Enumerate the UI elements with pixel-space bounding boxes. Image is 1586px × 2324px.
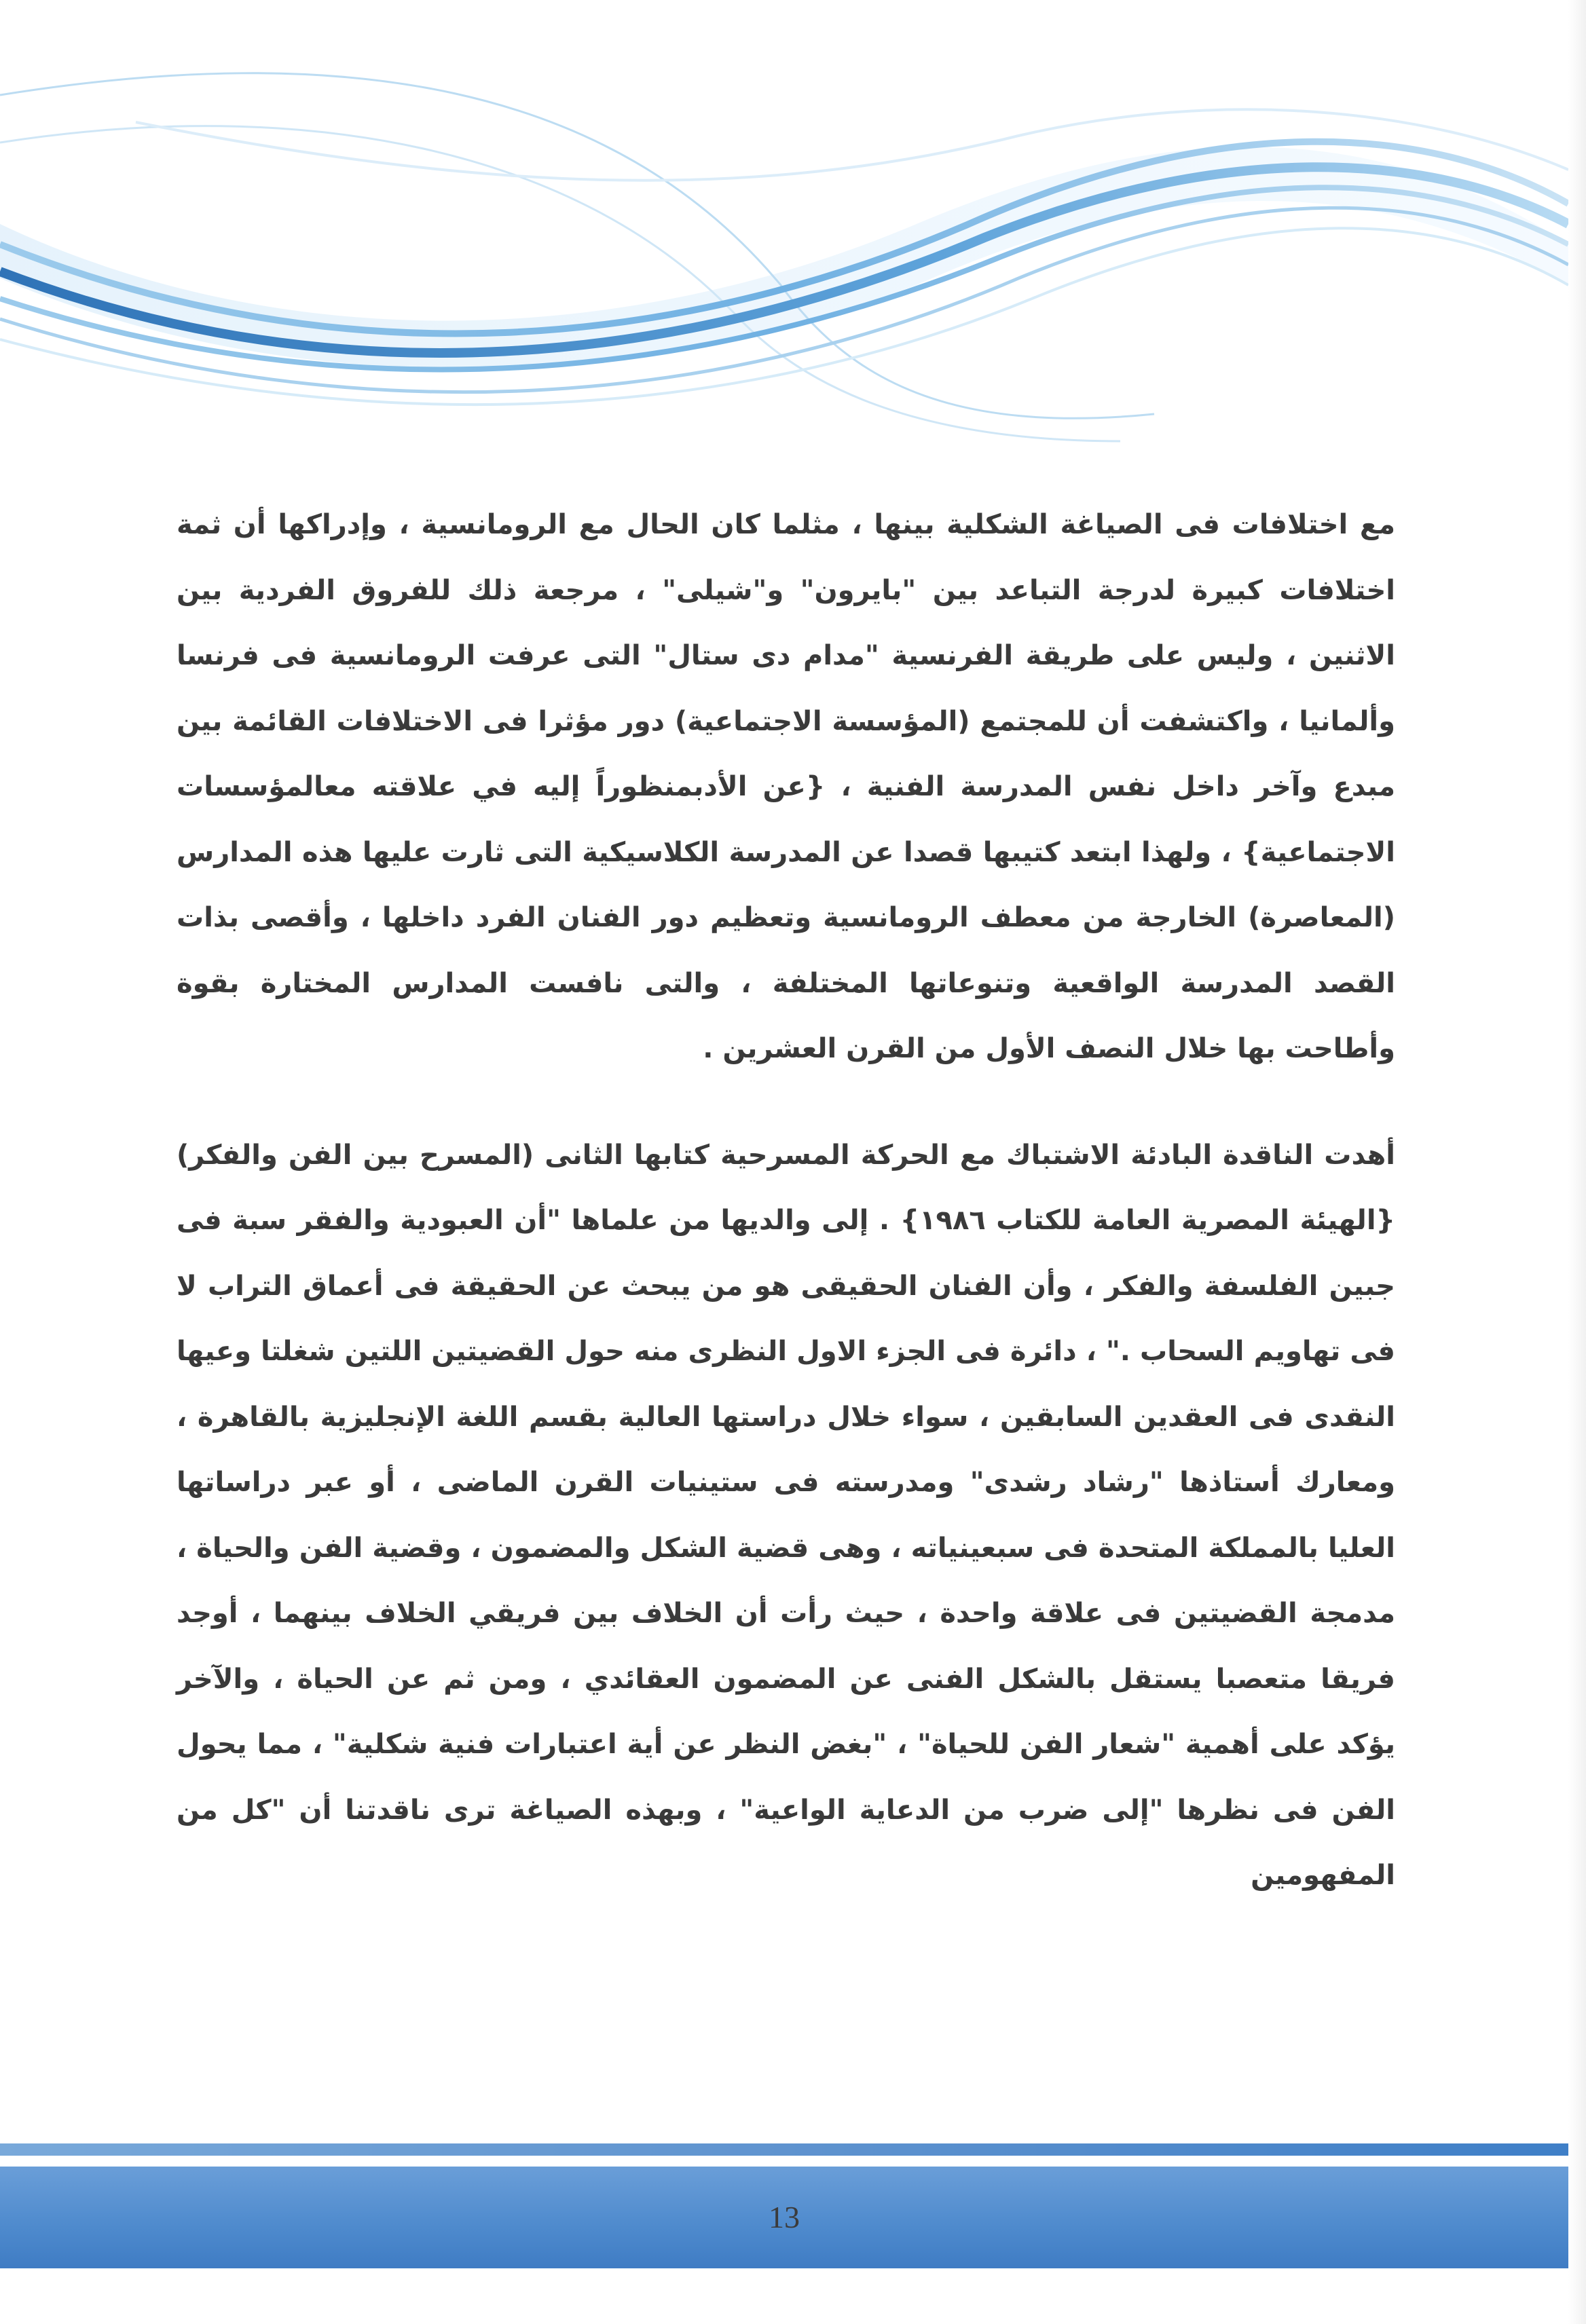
footer-rule bbox=[0, 2143, 1568, 2156]
page-number: 13 bbox=[769, 2200, 800, 2234]
page-edge-shadow bbox=[1568, 0, 1586, 2324]
article-body bbox=[177, 492, 1395, 1909]
wave-line bbox=[0, 126, 1120, 441]
paragraph: مع اختلافات فى الصياغة الشكلية بينها ، مثلما كان الحال مع الرومانسية ، وإدراكها أن ثمة اختلافات كبيرة لدرجة التباعد بين "بايرون" و"شيلى" ، مرجعة ذلك للفروق الفردية بين الاثنين ، وليس على طريقة الفرنسية "مدام دى ستال" التى عرفت الرومانسية فى فرنسا وألمانيا ، واكتشفت أن للمجتمع (المؤسسة الاجتماعية) دور مؤثرا فى الاختلافات القائمة بين مبدع وآخر داخل نفس المدرسة الفنية ، {عن الأدبمنظوراً إليه في علاقته معالمؤسسات الاجتماعية} ، ولهذا ابتعد كتيبها قصدا عن المدرسة الكلاسيكية التى ثارت عليها هذه المدارس (المعاصرة) الخارجة من معطف الرومانسية وتعظيم دور الفنان الفرد داخلها ، وأقصى بذات القصد المدرسة الواقعية وتنوعاتها المختلفة ، والتى نافست المدارس المختارة بقوة وأطاحت بها خلال النصف الأول من القرن العشرين . bbox=[177, 509, 1395, 1064]
decorative-wave-header bbox=[0, 0, 1586, 475]
paragraph: أهدت الناقدة البادئة الاشتباك مع الحركة المسرحية كتابها الثانى (المسرح بين الفن والفكر){الهيئة المصرية العامة للكتاب ١٩٨٦} . إلى والديها من علماها "أن العبودية والفقر سبة فى جبين الفلسفة والفكر ، وأن الفنان الحقيقى هو من يبحث عن الحقيقة فى أعماق التراب لا فى تهاويم السحاب ." ، دائرة فى الجزء الاول النظرى منه حول القضيتين اللتين شغلتا وعيها النقدى فى العقدين السابقين ، سواء خلال دراستها العالية بقسم اللغة الإنجليزية بالقاهرة ، ومعارك أستاذها "رشاد رشدى" ومدرسته فى ستينيات القرن الماضى ، أو عبر دراساتها العليا بالمملكة المتحدة فى سبعينياته ، وهى قضية الشكل والمضمون ، وقضية الفن والحياة ، مدمجة القضيتين فى علاقة واحدة ، حيث رأت أن الخلاف بين فريقي الخلاف بينهما ، أوجد فريقا متعصبا يستقل بالشكل الفنى عن المضمون العقائدي ، ومن ثم عن الحياة ، والآخر يؤكد على أهمية "شعار الفن للحياة" ، "بغض النظر عن أية اعتبارات فنية شكلية" ، مما يحول الفن فى نظرها "إلى ضرب من الدعاية الواعية" ، وبهذه الصياغة ترى ناقدتنا أن "كل من المفهومين bbox=[177, 1139, 1396, 1891]
